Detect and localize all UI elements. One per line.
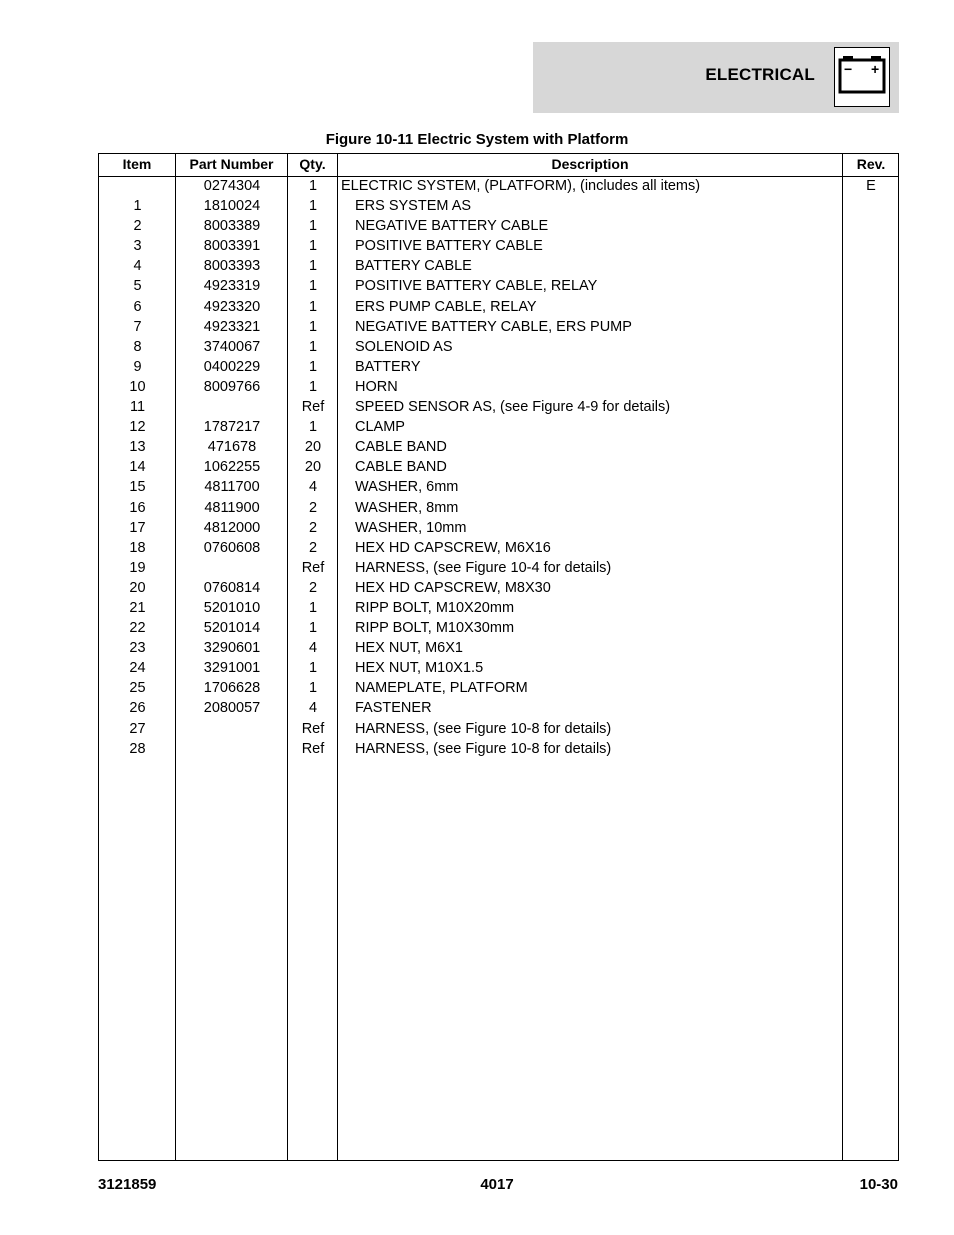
quantity-cell: 2 [308,499,318,516]
quantity-cell: 1 [308,358,318,375]
description-cell: CLAMP [355,419,405,436]
quantity-cell: 1 [308,318,318,335]
description-cell: NEGATIVE BATTERY CABLE, ERS PUMP [355,318,632,335]
table-row [99,638,898,658]
table-row [99,498,898,518]
quantity-cell: 1 [308,178,318,194]
table-row [99,678,898,698]
table-row [99,377,898,397]
quantity-cell: Ref [301,399,325,416]
part-number-cell: 0274304 [203,178,261,194]
table-row [99,477,898,497]
item-cell: 10 [129,378,146,395]
description-cell: HORN [355,378,398,395]
description-cell: NEGATIVE BATTERY CABLE [355,218,549,235]
quantity-cell: Ref [301,740,325,757]
description-cell: WASHER, 8mm [355,499,459,516]
item-cell: 5 [133,278,142,295]
battery-plus-sign: + [871,61,880,77]
part-number-cell: 1810024 [203,198,261,215]
part-number-cell: 4811900 [204,499,260,516]
table-row [99,618,898,638]
item-cell: 24 [129,660,146,677]
section-header [533,42,899,113]
column-header-qty: Qty. [299,156,326,172]
description-cell: HARNESS, (see Figure 10-8 for details) [355,720,612,737]
quantity-cell: 1 [308,238,318,255]
part-number-cell: 4812000 [203,519,261,536]
item-cell: 19 [129,559,146,576]
description-cell: RIPP BOLT, M10X20mm [355,599,515,616]
quantity-cell: Ref [301,559,325,576]
quantity-cell: 1 [308,680,318,697]
description-cell: ERS PUMP CABLE, RELAY [355,298,537,315]
quantity-cell: 4 [308,640,318,657]
model-number: 4017 [480,1176,514,1193]
section-title: ELECTRICAL [705,65,815,84]
description-cell: WASHER, 6mm [355,479,459,496]
part-number-cell: 5201014 [203,620,261,637]
item-cell: 27 [129,720,146,737]
item-cell: 16 [129,499,146,516]
quantity-cell: 1 [308,419,318,436]
quantity-cell: 1 [308,258,318,275]
part-number-cell: 3291001 [203,660,261,677]
table-row [99,397,898,417]
column-header-rev: Rev. [856,156,886,172]
item-cell: 20 [129,579,146,596]
description-cell: HARNESS, (see Figure 10-8 for details) [355,740,612,757]
table-body [99,176,898,759]
description-cell: BATTERY CABLE [355,258,472,275]
part-number-cell: 4923321 [203,318,261,335]
part-number-cell: 1706628 [203,680,261,697]
figure-title: Figure 10-11 Electric System with Platform [325,131,629,148]
quantity-cell: 20 [304,439,322,456]
description-cell: HEX HD CAPSCREW, M8X30 [355,579,551,596]
description-cell: FASTENER [355,700,432,717]
part-number-cell: 8003391 [203,238,261,255]
table-row [99,317,898,337]
description-cell: ERS SYSTEM AS [355,198,472,215]
part-number-cell: 8003389 [203,218,261,235]
table-row [99,578,898,598]
table-row [99,739,898,759]
description-cell: BATTERY [355,358,421,375]
description-cell: WASHER, 10mm [355,519,467,536]
table-row [99,216,898,236]
column-header-description: Description [551,156,629,172]
revision-cell: E [866,178,876,194]
table-row [99,176,898,196]
quantity-cell: 1 [308,620,318,637]
description-cell: ELECTRIC SYSTEM, (PLATFORM), (includes all items) [341,178,701,194]
column-header-item: Item [122,156,152,172]
quantity-cell: Ref [301,720,325,737]
table-row [99,196,898,216]
part-number-cell: 3290601 [203,640,261,657]
quantity-cell: 20 [304,459,322,476]
part-number-cell: 4811700 [204,479,260,496]
item-cell: 28 [129,740,146,757]
table-row [99,538,898,558]
battery-minus-sign: − [844,61,853,77]
part-number-cell: 1787217 [203,419,261,436]
description-cell: SPEED SENSOR AS, (see Figure 4-9 for details) [355,399,671,416]
item-cell: 9 [133,358,142,375]
table-row [99,236,898,256]
description-cell: CABLE BAND [355,459,447,476]
quantity-cell: 1 [308,198,318,215]
item-cell: 21 [129,599,146,616]
quantity-cell: 1 [308,298,318,315]
description-cell: POSITIVE BATTERY CABLE [355,238,543,255]
table-row [99,337,898,357]
table-row [99,276,898,296]
part-number-cell: 3740067 [203,338,261,355]
quantity-cell: 1 [308,378,318,395]
part-number-cell: 4923319 [203,278,261,295]
part-number-cell: 1062255 [203,459,261,476]
table-row [99,357,898,377]
quantity-cell: 1 [308,338,318,355]
description-cell: CABLE BAND [355,439,447,456]
table-row [99,598,898,618]
quantity-cell: 1 [308,599,318,616]
quantity-cell: 4 [308,700,318,717]
table-row [99,437,898,457]
item-cell: 6 [133,298,142,315]
part-number-cell: 2080057 [203,700,261,717]
quantity-cell: 4 [308,479,318,496]
quantity-cell: 1 [308,660,318,677]
quantity-cell: 2 [308,579,318,596]
item-cell: 25 [129,680,146,697]
battery-icon [834,47,890,107]
parts-table [98,153,899,1161]
description-cell: HEX NUT, M10X1.5 [355,660,484,677]
quantity-cell: 2 [308,519,318,536]
table-row [99,417,898,437]
item-cell: 7 [133,318,142,335]
table-row [99,558,898,578]
item-cell: 17 [129,519,146,536]
item-cell: 3 [133,238,142,255]
item-cell: 4 [133,258,142,275]
table-row [99,297,898,317]
item-cell: 15 [129,479,146,496]
item-cell: 11 [129,399,146,416]
table-row [99,719,898,739]
item-cell: 26 [129,700,146,717]
part-number-cell: 8003393 [203,258,261,275]
item-cell: 1 [133,198,142,215]
quantity-cell: 2 [308,539,318,556]
item-cell: 12 [129,419,146,436]
part-number-cell: 8009766 [203,378,261,395]
part-number-cell: 5201010 [203,599,261,616]
part-number-cell: 0760814 [203,579,261,596]
table-row [99,457,898,477]
description-cell: HARNESS, (see Figure 10-4 for details) [355,559,612,576]
item-cell: 8 [133,338,142,355]
part-number-cell: 4923320 [203,298,261,315]
page-number: 10-30 [859,1176,898,1193]
item-cell: 23 [129,640,146,657]
description-cell: NAMEPLATE, PLATFORM [355,680,528,697]
document-number: 3121859 [98,1176,157,1193]
quantity-cell: 1 [308,218,318,235]
table-row [99,518,898,538]
part-number-cell: 471678 [207,439,257,456]
item-cell: 2 [133,218,142,235]
part-number-cell: 0760608 [203,539,261,556]
item-cell: 14 [129,459,146,476]
item-cell: 22 [129,620,146,637]
item-cell: 18 [129,539,146,556]
description-cell: HEX HD CAPSCREW, M6X16 [355,539,551,556]
table-row [99,698,898,718]
table-row [99,256,898,276]
table-row [99,658,898,678]
item-cell: 13 [129,439,146,456]
part-number-cell: 0400229 [203,358,261,375]
description-cell: SOLENOID AS [355,338,453,355]
description-cell: HEX NUT, M6X1 [355,640,463,657]
column-header-part-number: Part Number [189,156,274,172]
quantity-cell: 1 [308,278,318,295]
description-cell: RIPP BOLT, M10X30mm [355,620,515,637]
description-cell: POSITIVE BATTERY CABLE, RELAY [355,278,598,295]
